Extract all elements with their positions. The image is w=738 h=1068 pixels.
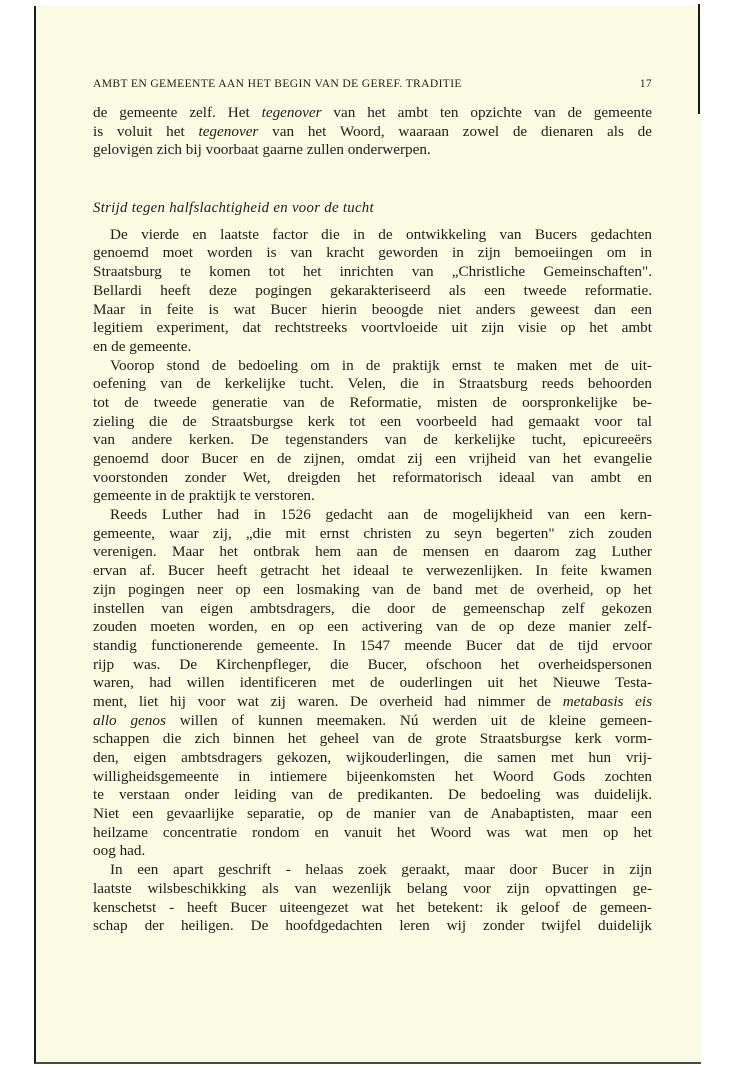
text-line [93,824,652,843]
text-line [93,141,652,160]
text-line [93,618,652,637]
text-run: instellen van eigen ambtsdragers, die door de gemeenschap zelf gekozen [93,599,652,617]
text-line [93,319,652,338]
text-line [93,394,652,413]
text-run: Niet een gevaarlijke separatie, op de manier van de Anabaptisten, maar een [93,805,652,823]
text-run: genoemd door Bucer en de zijnen, omdat zij een vrijheid van het evangelie [93,450,652,468]
text-line [93,768,652,787]
text-run: den, eigen ambtsdragers gekozen, wijkouderlingen, die samen met hun vrij- [93,749,652,767]
text-run: gemeente, waar zij, „die mit ernst christen zu seyn begerten" zich zouden [93,524,652,542]
text-run: zieling die de Straatsburgse kerk tot een voorbeeld had gemaakt voor tal [93,412,652,430]
text-line [93,469,652,488]
text-line [93,244,652,263]
italic-text: tegenover [261,104,322,121]
paragraph [93,357,652,507]
text-run: en de gemeente. [93,337,192,355]
text-line [93,712,652,731]
text-run: In een apart geschrift - helaas zoek geraakt, maar door Bucer in zijn [110,861,652,879]
text-line [93,104,652,123]
text-run: zijn pogingen neer op een losmaking van de band met de overheid, op het [93,580,652,598]
text-run: van het ambt ten opzichte van de gemeente [321,104,652,121]
text-line [93,693,652,712]
text-run: gemeente in de praktijk te verstoren. [93,487,315,505]
text-run: voorstonden zonder Wet, dreigden het reformatorisch ideaal van ambt en [93,468,652,486]
text-line [93,375,652,394]
text-line [93,637,652,656]
text-line [93,263,652,282]
text-run: rijp was. De Kirchenpfleger, die Bucer, ofschoon het overheidspersonen [93,655,652,673]
paragraph [93,226,652,357]
text-line [93,600,652,619]
text-run: genoemd moet worden is van kracht geworden in zijn bemoeiingen om in [93,244,652,262]
text-run: heilzame concentratie rondom en vanuit het Woord was wat men op het [93,823,652,841]
text-line [93,786,652,805]
text-run: van het Woord, waaraan zowel de dienaren als de [258,122,652,140]
text-run: verenigen. Maar het ontbrak hem aan de mensen en daarom zag Luther [93,543,652,561]
text-line [93,656,652,675]
text-line [93,450,652,469]
text-run: van andere kerken. De tegenstanders van de kerkelijke tucht, epicureeërs [93,431,652,449]
paragraph [93,104,652,160]
text-run: gelovigen zich bij voorbaat gaarne zullen onderwerpen. [93,141,431,159]
text-run: standig functionerende gemeente. In 1547 meende Bucer dat de tijd ervoor [93,636,652,654]
running-header [93,77,652,90]
text-line [93,123,652,142]
text-run: laatste wilsbeschikking als van wezenlijk belang voor zijn opvattingen ge- [93,879,652,897]
text-run: Bellardi heeft deze pogingen gekarakteriseerd als een tweede reformatie. [93,281,652,299]
text-run: tot de tweede generatie van de Reformatie, misten de oorspronkelijke be- [93,393,652,411]
text-line [93,543,652,562]
text-run: zouden moeten worden, en op een activering van de op deze manier zelf- [93,618,652,636]
italic-text: allo genos [93,711,166,729]
text-line [93,413,652,432]
text-line [93,301,652,320]
text-line [93,282,652,301]
text-line [93,749,652,768]
text-line [93,562,652,581]
text-line [93,730,652,749]
text-line [93,487,652,506]
text-run: willigheidsgemeente in intiemere bijeenkomsten het Woord Gods zochten [93,767,652,785]
text-line [93,431,652,450]
text-run: willen of kunnen meemaken. Nú werden uit de kleine gemeen- [165,711,652,729]
text-run: Maar in feite is wat Bucer hierin beoogde niet anders geweest dan een [93,300,652,318]
paragraph [93,506,652,861]
text-line [93,357,652,376]
text-line [93,861,652,880]
text-run: Reeds Luther had in 1526 gedacht aan de mogelijkheid van een kern- [110,506,652,524]
text-run: waren, had willen identificeren met de ouderlingen uit het Nieuwe Testa- [93,674,652,692]
text-run: is voluit het [93,122,199,140]
text-run: ervan af. Bucer heeft getracht het ideaal te verwezenlijken. In feite kwamen [93,562,652,580]
text-line [93,581,652,600]
running-header-title: AMBT EN GEMEENTE AAN HET BEGIN VAN DE GEREF. TRADITIE [93,77,462,90]
paragraph [93,861,652,936]
text-run: oefening van de kerkelijke tucht. Velen, die in Straatsburg reeds behoorden [93,375,652,393]
text-line [93,917,652,936]
italic-text: tegenover [198,122,259,140]
text-line [93,880,652,899]
text-run: oog had. [93,842,146,860]
text-line [93,525,652,544]
italic-text: metabasis eis [562,692,652,710]
text-run: kenschetst - heeft Bucer uiteengezet wat het betekent: ik geloof de gemeen- [93,898,652,916]
text-run: schap der heiligen. De hoofdgedachten leren wij zonder twijfel duidelijk [93,917,652,935]
text-run: Straatsburg te komen tot het inrichten van „Christliche Gemeinschaften". [93,263,652,281]
text-line [93,805,652,824]
text-line [93,674,652,693]
text-run: ment, liet hij voor wat zij waren. De overheid had nimmer de [93,692,563,710]
text-run: te verstaan onder leiding van de predikanten. De bedoeling was duidelijk. [93,786,652,804]
text-run: Voorop stond de bedoeling om in de praktijk ernst te maken met de uit- [110,356,652,374]
text-line [93,226,652,245]
text-run: schappen die zich binnen het geheel van de grote Straatsburgse kerk vorm- [93,730,652,748]
page-number: 17 [639,77,652,90]
text-line [93,338,652,357]
text-line [93,899,652,918]
text-run: legitiem experiment, dat rechtstreeks voortvloeide uit zijn visie op het ambt [93,319,652,337]
text-line [93,842,652,861]
text-run: De vierde en laatste factor die in de ontwikkeling van Bucers gedachten [110,225,652,243]
body-text [93,104,652,936]
text-line [93,506,652,525]
section-heading: Strijd tegen halfslachtigheid en voor de tucht [93,200,374,217]
text-run: de gemeente zelf. Het [93,104,262,121]
page-edge-line [698,4,700,114]
